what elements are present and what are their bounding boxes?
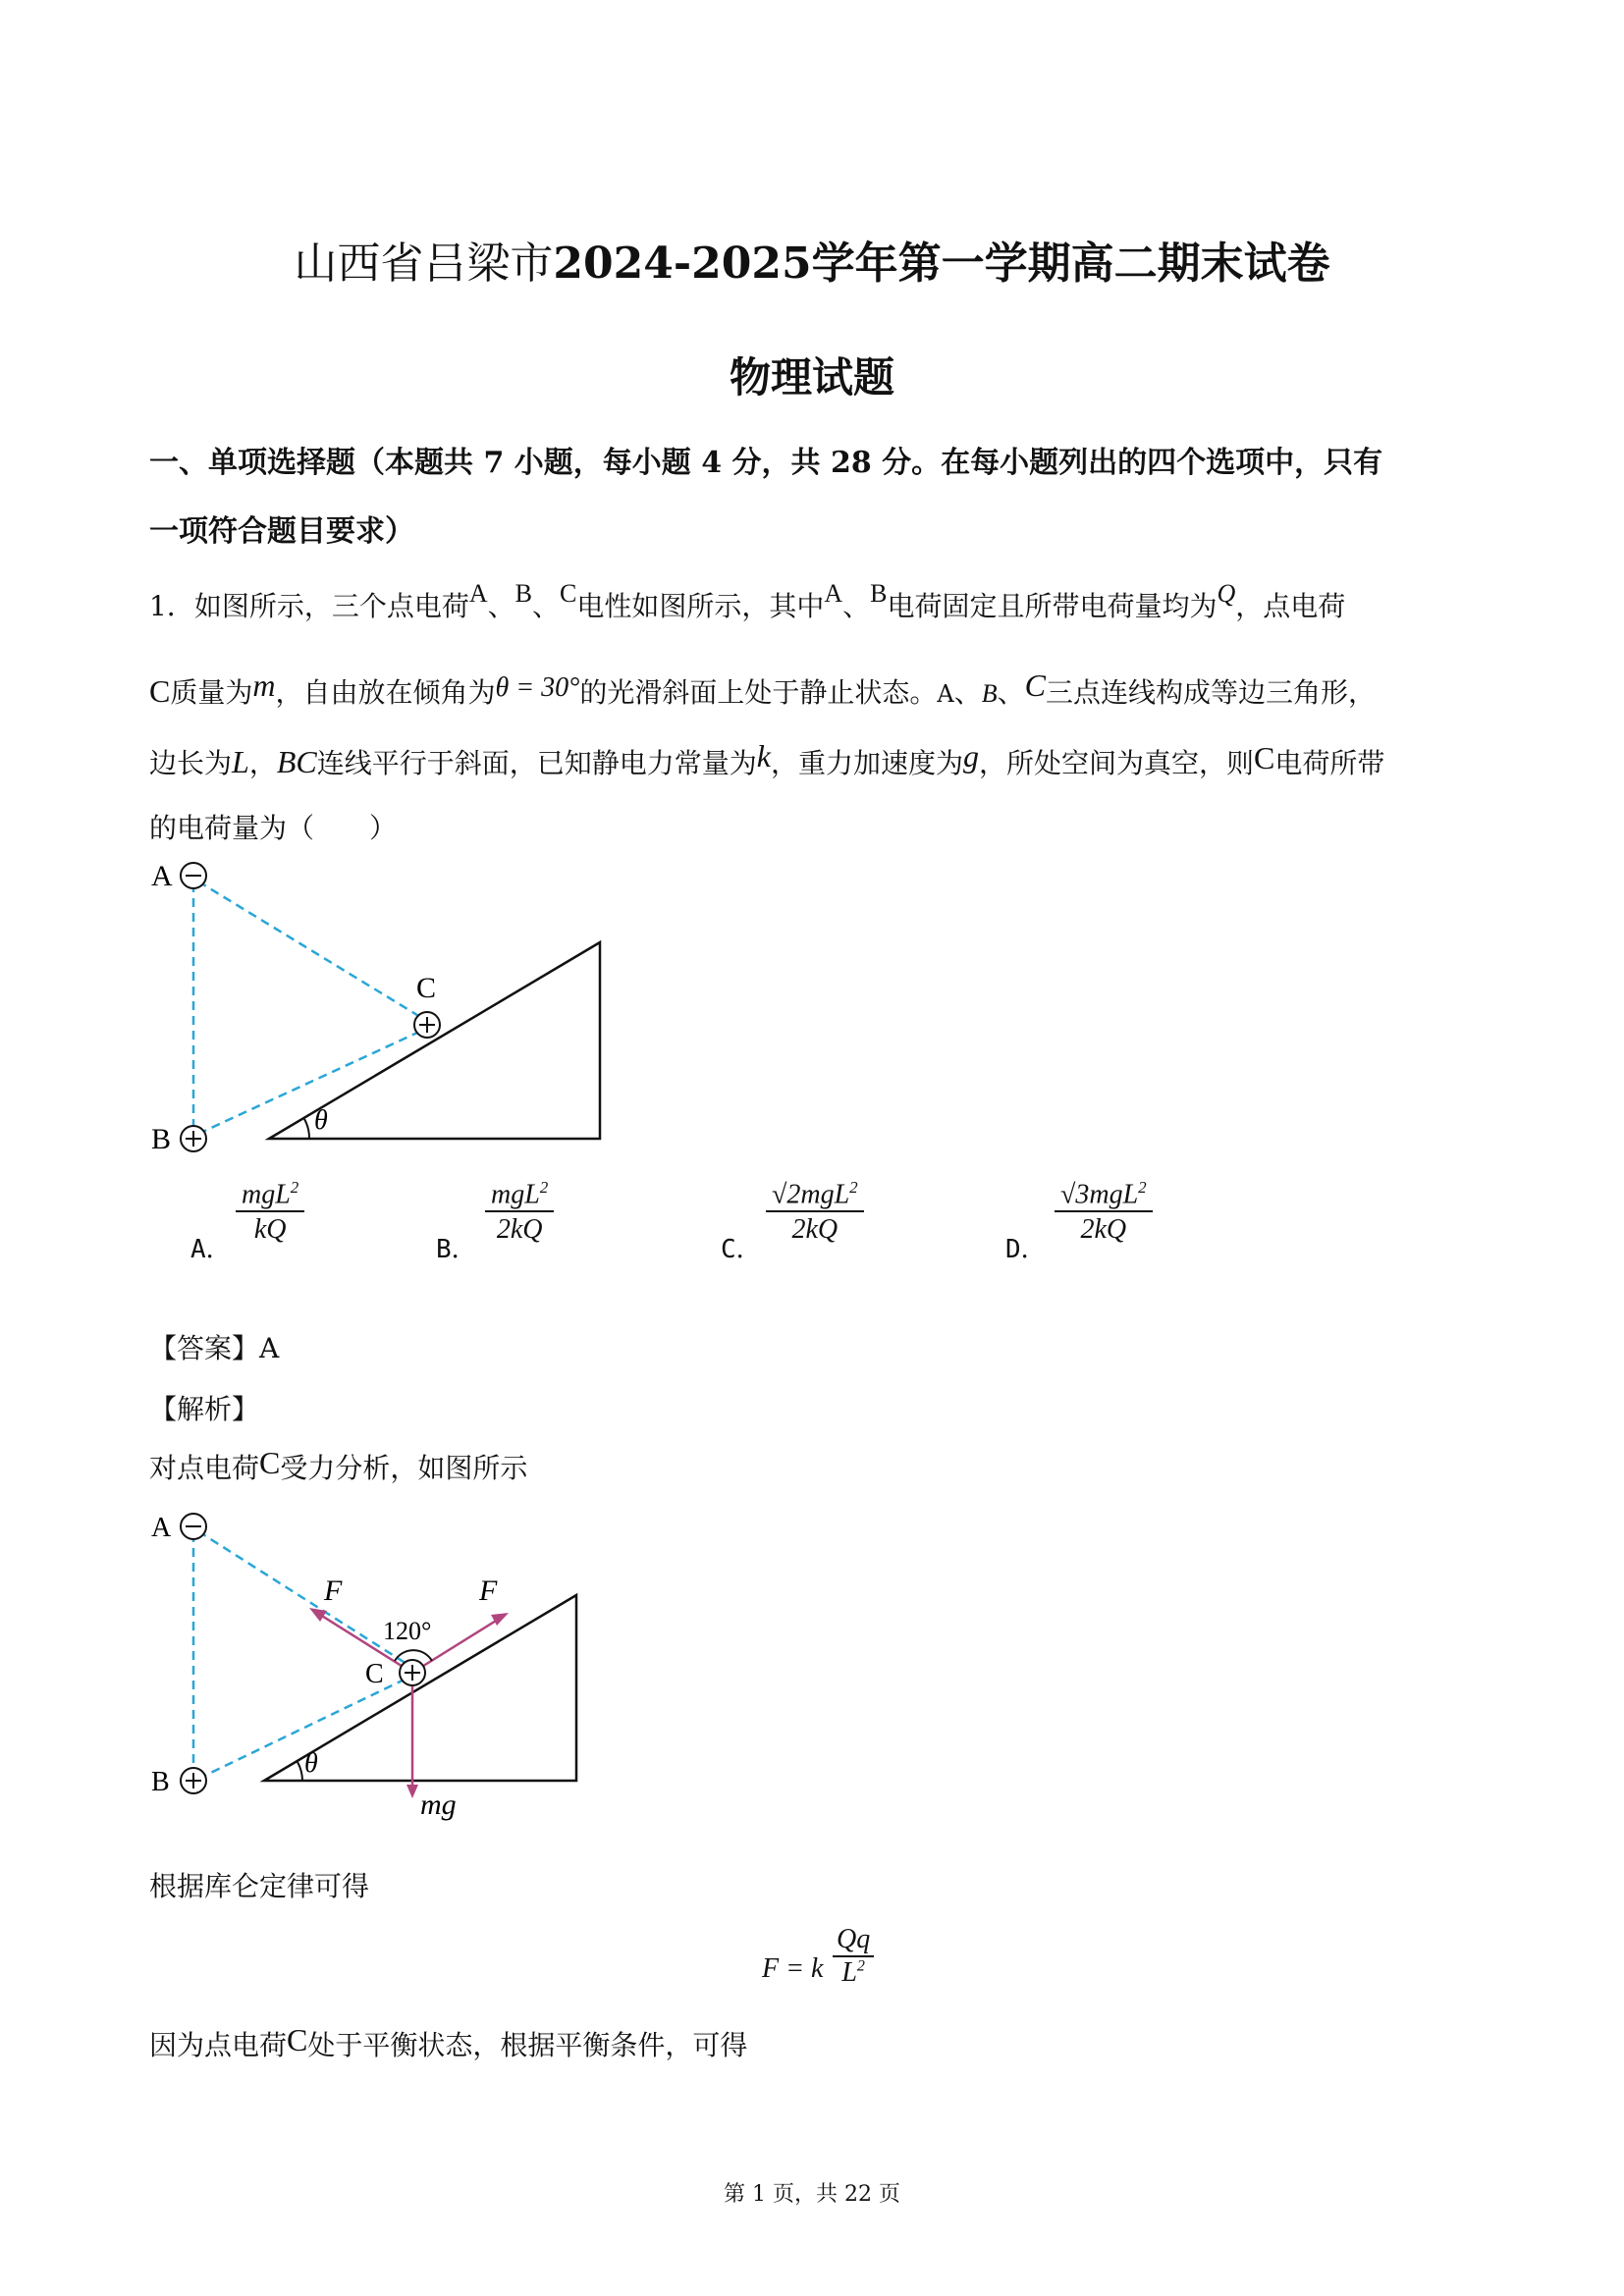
section-heading-line1: 一、单项选择题（本题共 7 小题，每小题 4 分，共 28 分。在每小题列出的四个选项中，只有	[149, 446, 1383, 480]
analysis-line1: 对点电荷C受力分析，如图所示	[149, 1445, 528, 1484]
angle-arc	[304, 1119, 309, 1139]
section-heading-line2: 一项符合题目要求）	[149, 514, 414, 549]
coulomb-intro: 根据库仑定律可得	[149, 1870, 370, 1902]
dashed-line-ac	[198, 1531, 414, 1669]
label-b: B	[151, 1767, 170, 1797]
page-title	[0, 228, 1624, 291]
balance-line: 因为点电荷C处于平衡状态，根据平衡条件，可得	[149, 2022, 748, 2061]
question1-line3: 边长为L，BC连线平行于斜面，已知静电力常量为k，重力加速度为g，所处空间为真空，则C电荷所带	[149, 738, 1385, 779]
option-c-fraction: √2mgL$^2$ 2kQ	[766, 1178, 864, 1246]
option-a-fraction: mgL$^2$ kQ	[236, 1178, 304, 1246]
question1-line4: 的电荷量为（ ）	[149, 812, 398, 844]
question1-line1: 1．如图所示，三个点电荷A、B、C电性如图所示，其中A、B电荷固定且所带电荷量均为Q，点电荷	[149, 579, 1346, 622]
title-term: 2024-2025学年第一学期高二期末试卷	[553, 239, 1330, 289]
formula-numerator: Qq	[833, 1924, 874, 1957]
option-b-fraction: mgL$^2$ 2kQ	[485, 1178, 554, 1246]
formula-lhs: F = k	[762, 1953, 824, 1984]
analysis-label: 【解析】	[149, 1393, 260, 1425]
dashed-line-ac	[198, 881, 430, 1023]
angle-arc	[298, 1762, 302, 1781]
angle-label: θ	[304, 1748, 318, 1779]
answer-line: 【答案】A	[149, 1332, 280, 1364]
option-d-label: D．	[1005, 1235, 1047, 1264]
option-a-label: A．	[190, 1235, 232, 1264]
option-c-label: C．	[721, 1235, 762, 1264]
angle-120-label: 120°	[383, 1617, 432, 1645]
label-a: A	[151, 860, 173, 892]
page-footer: 第 1 页，共 22 页	[724, 2182, 900, 2207]
option-b-label: B．	[436, 1235, 477, 1264]
label-b: B	[151, 1123, 172, 1155]
angle-label: θ	[314, 1105, 328, 1136]
label-c: C	[365, 1659, 384, 1689]
title-region: 山西省吕梁市	[294, 239, 554, 289]
formula-denominator: $L^2$	[841, 1957, 865, 1988]
figure-1-charges-on-incline	[137, 854, 628, 1168]
page-subtitle: 物理试题	[729, 353, 894, 401]
label-a: A	[151, 1513, 172, 1543]
force-label-f2: F	[479, 1575, 498, 1607]
figure-2-force-analysis	[137, 1502, 648, 1836]
label-c: C	[416, 972, 437, 1004]
gravity-label: mg	[420, 1789, 457, 1821]
option-d-fraction: √3mgL$^2$ 2kQ	[1055, 1178, 1153, 1246]
force-label-f1: F	[324, 1575, 343, 1607]
question1-line2: C质量为m，自由放在倾角为θ = 30°的光滑斜面上处于静止状态。A、B、C三点连线构成等边三角形，	[149, 667, 1376, 709]
